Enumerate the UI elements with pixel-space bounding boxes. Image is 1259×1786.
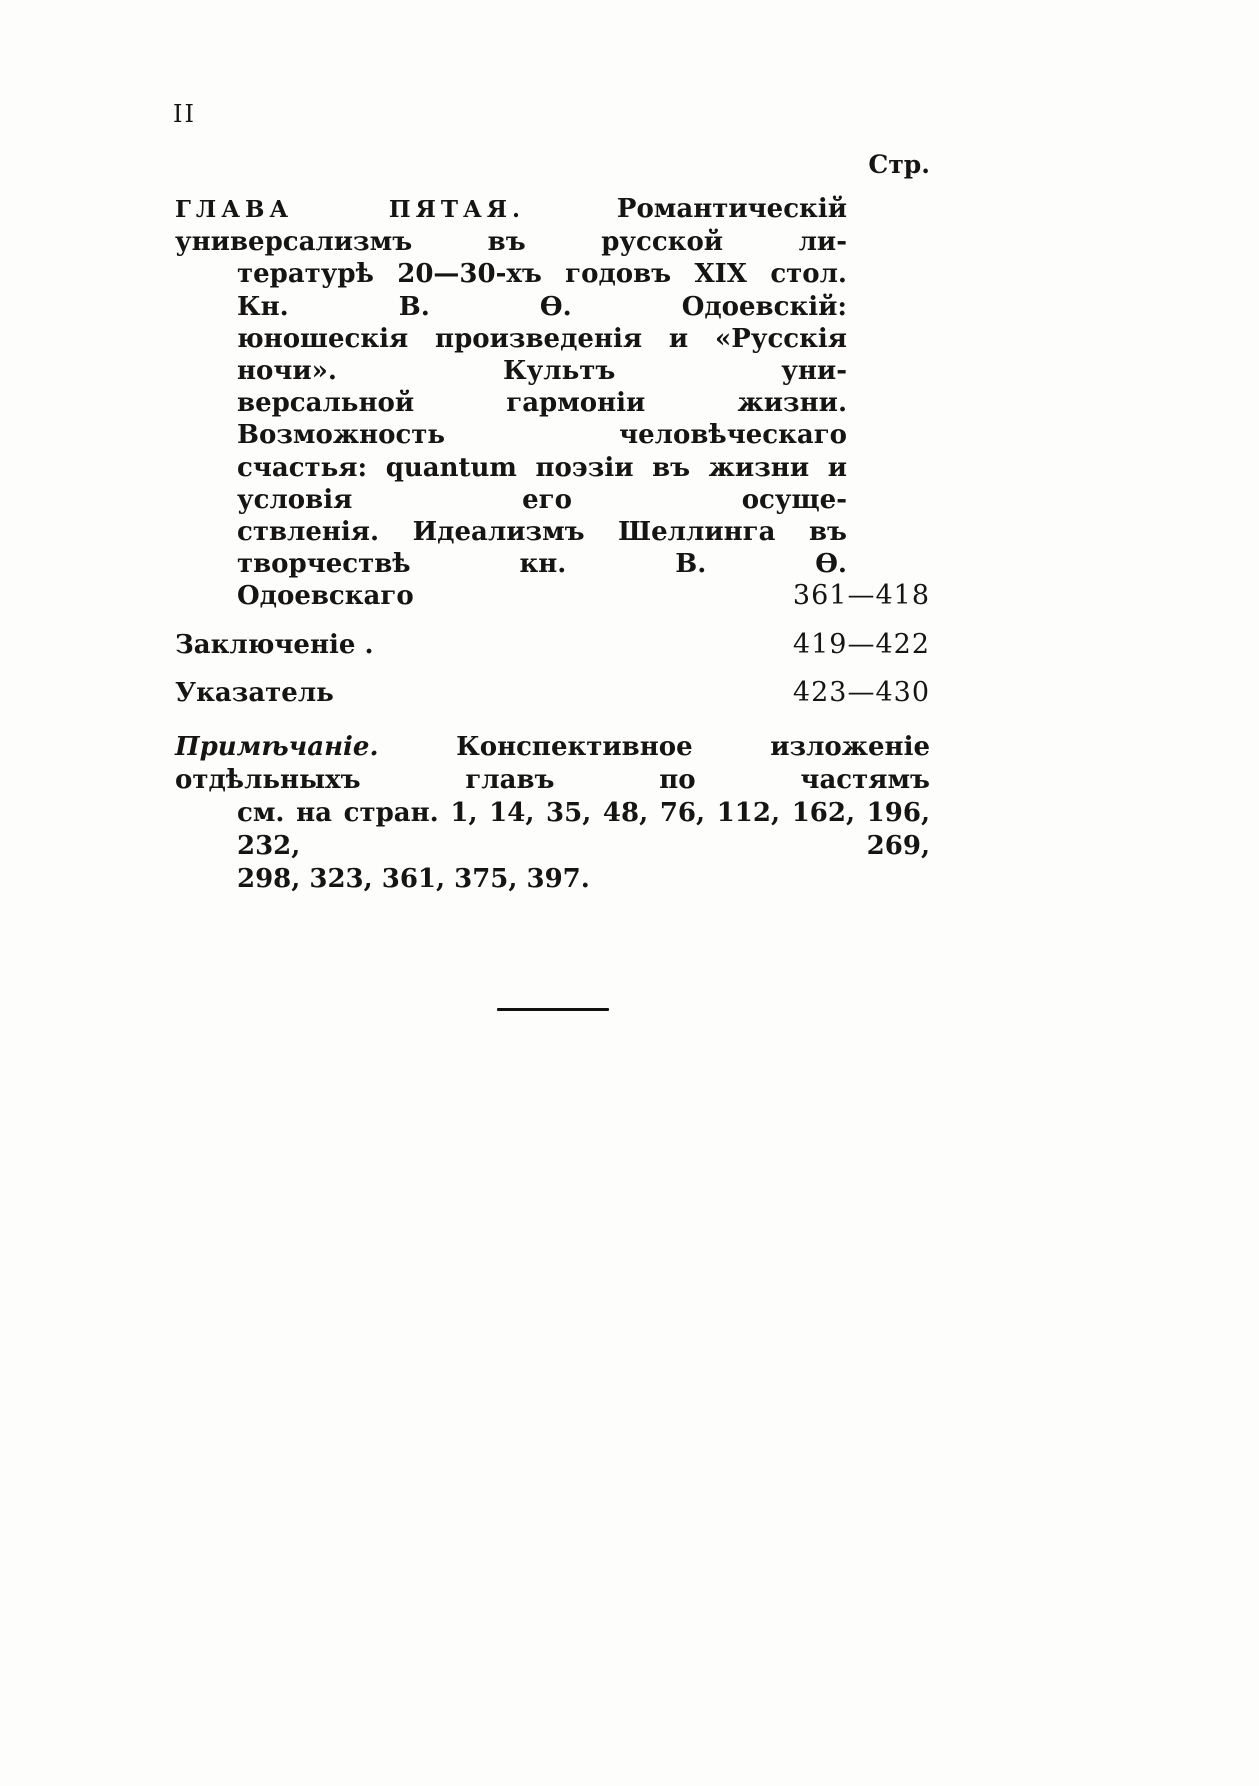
- note-lead-word: Примѣчаніе.: [175, 732, 379, 763]
- section-divider: [497, 1008, 609, 1011]
- toc-entry-chapter-5: [175, 193, 930, 613]
- toc-content: [175, 150, 930, 1011]
- chapter-line-3: юношескія произведенія и «Русскія ночи». Культъ уни-: [237, 323, 847, 387]
- chapter-last-line: [237, 580, 930, 612]
- chapter-last-words: Одоевскаго: [237, 581, 414, 612]
- folio-number: II: [173, 100, 196, 128]
- note-line-3: 298, 323, 361, 375, 397.: [237, 864, 590, 895]
- chapter-label: ГЛАВА ПЯТАЯ.: [175, 196, 526, 223]
- chapter-line-4: версальной гармоніи жизни. Возможность человѣческаго: [237, 388, 847, 451]
- note-text: Конспективное изложеніе отдѣльныхъ главъ по частямъ: [175, 732, 930, 796]
- note-line-2: см. на стран. 1, 14, 35, 48, 76, 112, 162, 196, 232, 269,: [237, 798, 930, 862]
- page-column-header: Стр.: [868, 150, 930, 179]
- chapter-page-range: 361—418: [792, 580, 930, 612]
- toc-entry-index: [175, 677, 930, 709]
- chapter-line-5: счастья: quantum поэзіи въ жизни и условія его осуще-: [237, 452, 847, 515]
- toc-entry-conclusion: [175, 629, 930, 661]
- note-line-1: [175, 731, 930, 797]
- chapter-title-text: Романтическій универсализмъ въ русской ли-: [175, 194, 847, 258]
- entry-title: Заключеніе .: [175, 629, 374, 660]
- chapter-line-6: ствленія. Идеализмъ Шеллинга въ творчествѣ кн. В. Ѳ.: [237, 517, 847, 580]
- entry-page-range: 423—430: [792, 676, 930, 708]
- chapter-line-1: [175, 193, 847, 258]
- footnote-paragraph: [175, 731, 930, 896]
- chapter-line-2: тературѣ 20—30-хъ годовъ XIX стол. Кн. В. Ѳ. Одоевскій:: [237, 259, 847, 322]
- entry-title: Указатель: [175, 677, 334, 708]
- entry-page-range: 419—422: [792, 628, 930, 660]
